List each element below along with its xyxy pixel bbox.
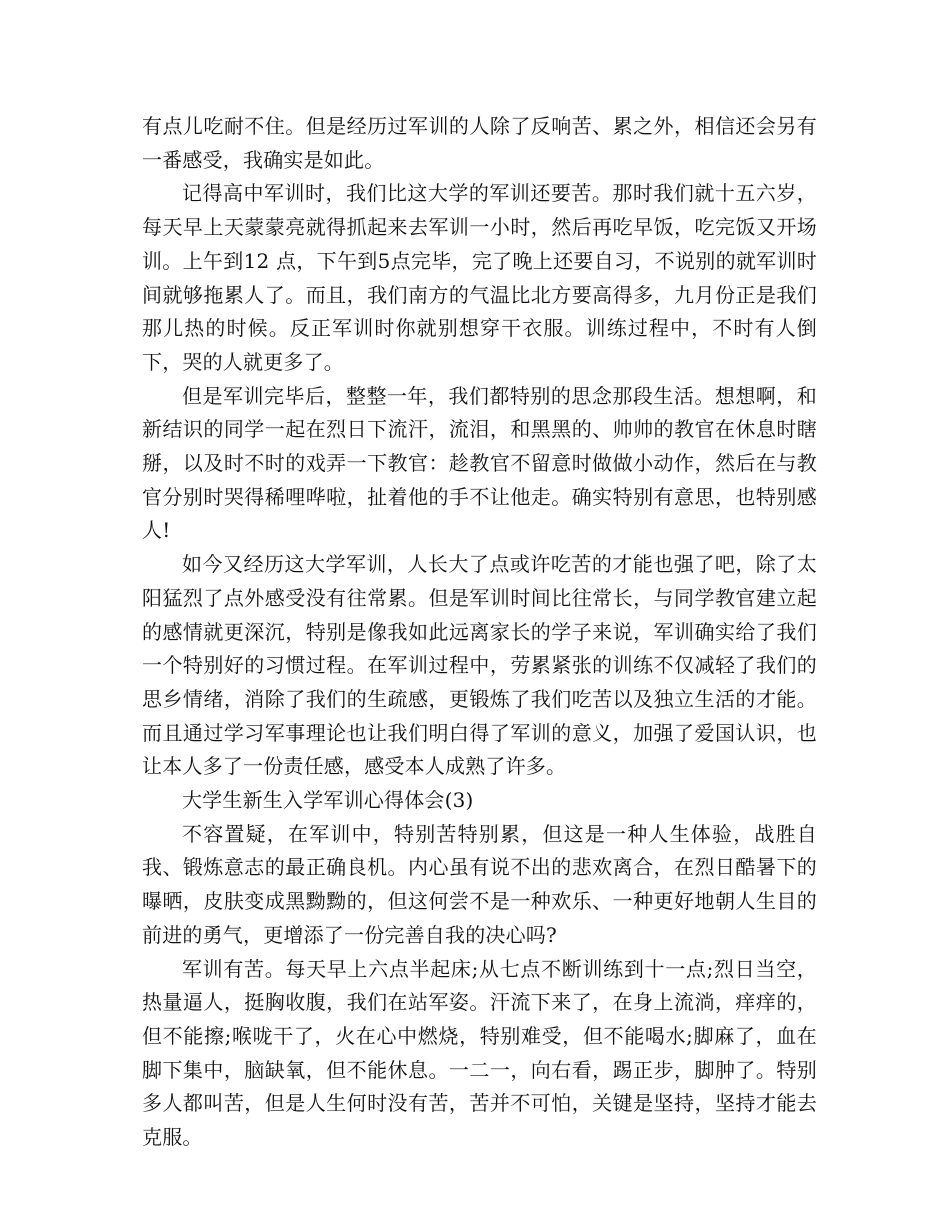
paragraph-1: 有点儿吃耐不住。但是经历过军训的人除了反响苦、累之外，相信还会另有一番感受，我确实是如此。 [142, 114, 817, 172]
paragraph-5: 不容置疑，在军训中，特别苦特别累，但这是一种人生体验，战胜自我、锻炼意志的最正确良机。内心虽有说不出的悲欢离合，在烈日酷暑下的曝晒，皮肤变成黑黝黝的，但这何尝不是一种欢乐、一种更好地朝人生目的前进的勇气，更增添了一份完善自我的决心吗? [142, 821, 817, 947]
paragraph-4: 如今又经历这大学军训，人长大了点或许吃苦的才能也强了吧，除了太阳猛烈了点外感受没有往常累。但是军训时间比往常长，与同学教官建立起的感情就更深沉，特别是像我如此远离家长的学子来说，军训确实给了我们一个特别好的习惯过程。在军训过程中，劳累紧张的训练不仅减轻了我们的思乡情绪，消除了我们的生疏感，更锻炼了我们吃苦以及独立生活的才能。而且通过学习军事理论也让我们明白得了军训的意义，加强了爱国认识，也让本人多了一份责任感，感受本人成熟了许多。 [142, 552, 817, 779]
paragraph-6: 军训有苦。每天早上六点半起床;从七点不断训练到十一点;烈日当空，热量逼人，挺胸收腹，我们在站军姿。汗流下来了，在身上流淌，痒痒的，但不能擦;喉咙干了，火在心中燃烧，特别难受，但不能喝水;脚麻了，血在脚下集中，脑缺氧，但不能休息。一二一，向右看，踢正步，脚肿了。特别多人都叫苦，但是人生何时没有苦，苦并不可怕，关键是坚持，坚持才能去克服。 [142, 956, 817, 1150]
document-body [142, 110, 817, 1155]
section-title: 大学生新生入学军训心得体会(3) [182, 788, 474, 813]
paragraph-2: 记得高中军训时，我们比这大学的军训还要苦。那时我们就十五六岁，每天早上天蒙蒙亮就得抓起来去军训一小时，然后再吃早饭，吃完饭又开场训。上午到12 点，下午到5点完毕，完了晚上还要自习，不说别的就军训时间就够拖累人了。而且，我们南方的气温比北方要高得多，九月份正是我们那儿热的时候。反正军训时你就别想穿干衣服。训练过程中，不时有人倒下，哭的人就更多了。 [142, 181, 817, 374]
paragraph-3: 但是军训完毕后，整整一年，我们都特别的思念那段生活。想想啊，和新结识的同学一起在烈日下流汗，流泪，和黑黑的、帅帅的教官在休息时瞎掰，以及时不时的戏弄一下教官：趁教官不留意时做做小动作，然后在与教官分别时哭得稀哩哗啦，扯着他的手不让他走。确实特别有意思，也特别感人! [142, 383, 817, 543]
